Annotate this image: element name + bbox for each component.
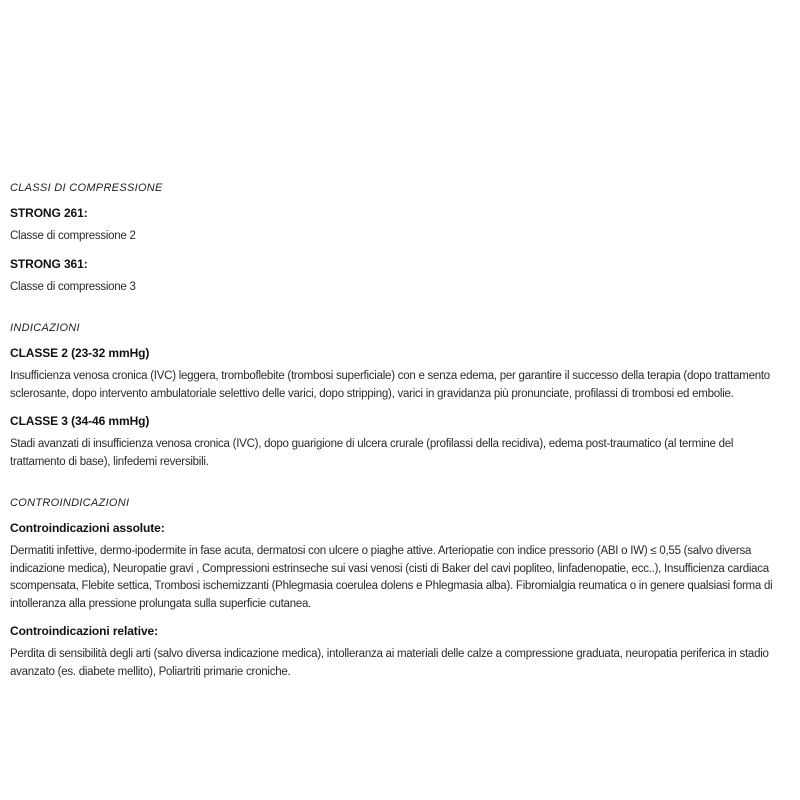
entry-label-controindicazioni-assolute: Controindicazioni assolute: <box>10 521 165 535</box>
entry-label-classe-3: CLASSE 3 (34-46 mmHg) <box>10 414 150 428</box>
section-heading-indicazioni: INDICAZIONI <box>10 322 80 334</box>
entry-text-controindicazioni-relative: Perdita di sensibilità degli arti (salvo diversa indicazione medica), intolleranza ai materiali delle calze a compressione graduata, neuropatia periferica in stadio avanzato (es. diabete mellito), Poliartriti primarie croniche. <box>10 648 769 678</box>
section-heading-controindicazioni: CONTROINDICAZIONI <box>10 497 130 509</box>
entry-label-strong-361: STRONG 361: <box>10 256 88 271</box>
entry-controindicazioni-relative <box>10 624 782 681</box>
entry-classe-2 <box>10 346 782 403</box>
entry-text-strong-261: Classe di compressione 2 <box>10 230 136 242</box>
entry-text-controindicazioni-assolute: Dermatiti infettive, dermo-ipodermite in fase acuta, dermatosi con ulcere o piaghe attive. Arteriopatie con indice pressorio (ABI o IW) ≤ 0,55 (salvo diversa indicazione medica), Neuropatie gravi , Compressioni estrinseche sui vasi venosi (cisti di Baker del cavi popliteo, linfadenopatie, ecc..), Insufficienza cardiaca scompensata, Flebite settica, Trombosi ischemizzanti (Phlegmasia coerulea dolens e Phlegmasia alba). Fibromialgia reumatica o in genere qualsiasi forma di intolleranza alla pressione prolungata sulla superficie cutanea. <box>10 545 773 610</box>
section-controindicazioni <box>10 497 782 681</box>
entry-classe-3 <box>10 414 782 471</box>
entry-text-classe-2: Insufficienza venosa cronica (IVC) leggera, tromboflebite (trombosi superficiale) con e senza edema, per garantire il successo della terapia (dopo trattamento sclerosante, dopo intervento ambulatoriale selettivo delle varici, dopo stripping), varici in gravidanza più pronunciate, profilassi di trombosi ed embolie. <box>10 370 770 400</box>
entry-strong-361 <box>10 257 782 297</box>
entry-text-strong-361: Classe di compressione 3 <box>10 280 136 293</box>
section-classi-di-compressione <box>10 182 782 296</box>
entry-label-strong-261: STRONG 261: <box>10 206 88 220</box>
entry-strong-261 <box>10 206 782 246</box>
section-heading-classi-di-compressione: CLASSI DI COMPRESSIONE <box>10 182 163 194</box>
entry-label-classe-2: CLASSE 2 (23-32 mmHg) <box>10 346 150 360</box>
entry-text-classe-3: Stadi avanzati di insufficienza venosa cronica (IVC), dopo guarigione di ulcera crurale (profilassi della recidiva), edema post-traumatico (al termine del trattamento di base), linfedemi reversibili. <box>10 438 734 468</box>
entry-controindicazioni-assolute <box>10 521 782 613</box>
entry-label-controindicazioni-relative: Controindicazioni relative: <box>10 624 158 638</box>
section-indicazioni <box>10 322 782 471</box>
